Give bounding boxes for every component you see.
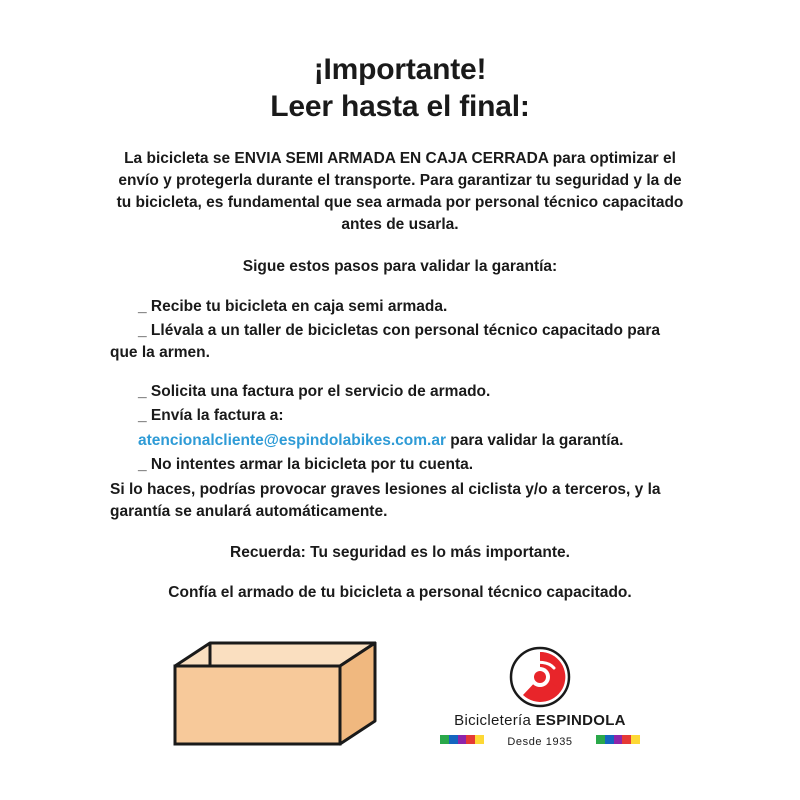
list-item	[110, 320, 690, 365]
brand-since-text: Desde 1935	[501, 736, 578, 748]
stripe-bar-left	[440, 735, 484, 744]
list-item	[110, 381, 690, 403]
title-line-1: ¡Importante!	[313, 53, 487, 86]
brand-name	[430, 712, 650, 729]
brand-name-part1: Bicicletería	[454, 712, 536, 729]
steps-list	[110, 296, 690, 524]
list-item	[110, 296, 690, 318]
step-text: _ No intentes armar la bicicleta por tu cuenta.	[138, 456, 474, 474]
spacer	[110, 367, 690, 381]
stripe-bar-right	[596, 735, 640, 744]
list-item	[110, 454, 690, 476]
step-text: _ Envía la factura a:	[138, 407, 284, 425]
page-title	[110, 52, 690, 126]
intro-paragraph: La bicicleta se ENVIA SEMI ARMADA EN CAJA CERRADA para optimizar el envío y protegerla durante el transporte. Para garantizar tu seguridad y la de tu bicicleta, es fundamental que sea armada por personal técnico capacitado antes de usarla.	[116, 149, 684, 233]
step-text: _ Recibe tu bicicleta en caja semi armada.	[138, 297, 448, 315]
brand-block	[430, 646, 650, 746]
brand-since	[430, 732, 650, 746]
email-line	[110, 430, 690, 452]
closing-line-1: Recuerda: Tu seguridad es lo más importante.	[230, 543, 570, 561]
footer	[0, 618, 800, 748]
email-suffix: para validar la garantía.	[446, 431, 624, 449]
steps-heading: Sigue estos pasos para validar la garantía:	[242, 257, 558, 275]
espindola-logo-icon	[509, 646, 571, 708]
closing-line-2: Confía el armado de tu bicicleta a personal técnico capacitado.	[168, 583, 632, 601]
email-link[interactable]: atencionalcliente@espindolabikes.com.ar	[138, 431, 446, 449]
cardboard-box-icon	[170, 638, 380, 748]
title-line-2: Leer hasta el final:	[270, 90, 530, 123]
step-text: _ Solicita una factura por el servicio de armado.	[138, 382, 491, 400]
brand-name-part2: ESPINDOLA	[535, 712, 626, 729]
list-item	[110, 405, 690, 427]
warning-paragraph: Si lo haces, podrías provocar graves lesiones al ciclista y/o a terceros, y la garantía se anulará automáticamente.	[110, 480, 661, 521]
step-text: _ Llévala a un taller de bicicletas con personal técnico capacitado para que la armen.	[110, 321, 661, 362]
